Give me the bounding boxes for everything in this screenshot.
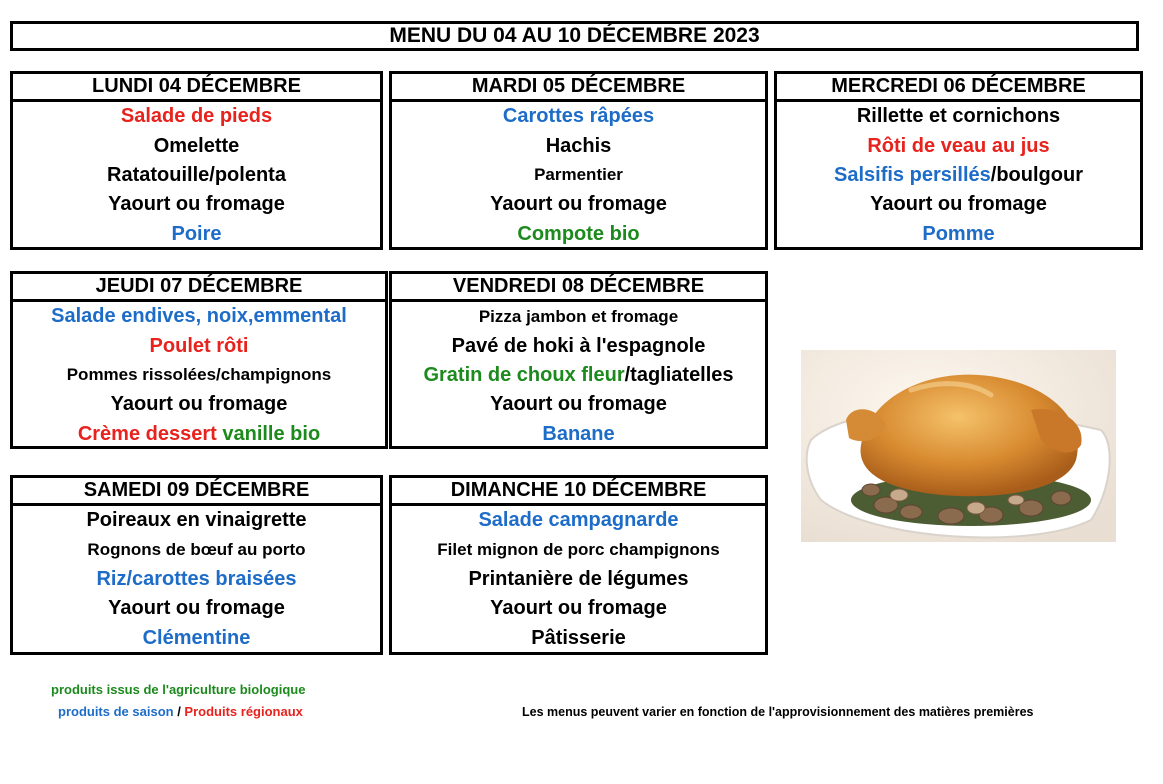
day-card-wednesday bbox=[774, 71, 1143, 250]
menu-item-text: Filet mignon de porc champignons bbox=[437, 540, 720, 560]
menu-item bbox=[13, 506, 380, 535]
menu-item bbox=[13, 420, 385, 449]
menu-item bbox=[392, 102, 765, 131]
legend-bio: produits issus de l'agriculture biologique bbox=[51, 682, 306, 697]
menu-item-text: Salade endives, noix,emmental bbox=[51, 305, 347, 328]
menu-item-text: Riz/carottes braisées bbox=[96, 567, 297, 590]
day-menu bbox=[777, 102, 1140, 249]
day-header: SAMEDI 09 DÉCEMBRE bbox=[13, 478, 380, 506]
menu-item-text: vanille bio bbox=[222, 422, 321, 445]
menu-item-text: Pomme bbox=[922, 222, 995, 245]
menu-item bbox=[777, 190, 1140, 219]
legend-saison: produits de saison bbox=[58, 704, 174, 719]
menu-item bbox=[392, 161, 765, 190]
day-menu bbox=[392, 506, 765, 653]
menu-item bbox=[392, 220, 765, 249]
menu-item-text: Yaourt ou fromage bbox=[490, 597, 667, 620]
menu-item-text: Omelette bbox=[153, 134, 240, 157]
menu-item-text: Ratatouille/polenta bbox=[107, 163, 286, 186]
menu-item-text: Carottes râpées bbox=[502, 105, 655, 128]
menu-item-text: Pâtisserie bbox=[531, 626, 626, 649]
menu-item bbox=[392, 302, 765, 331]
day-card-friday bbox=[389, 271, 768, 449]
menu-item-text: Compote bio bbox=[517, 222, 640, 245]
menu-item-text: Yaourt ou fromage bbox=[870, 193, 1047, 216]
day-header: LUNDI 04 DÉCEMBRE bbox=[13, 74, 380, 102]
menu-item-text: Yaourt ou fromage bbox=[108, 193, 285, 216]
menu-item-text: Poireaux en vinaigrette bbox=[86, 509, 307, 532]
menu-item bbox=[777, 102, 1140, 131]
menu-item-text: Hachis bbox=[545, 134, 612, 157]
menu-item bbox=[13, 102, 380, 131]
menu-item bbox=[392, 420, 765, 449]
day-menu bbox=[392, 302, 765, 449]
menu-item bbox=[13, 131, 380, 160]
legend-regionaux: Produits régionaux bbox=[184, 704, 303, 719]
menu-item bbox=[13, 390, 385, 419]
menu-item bbox=[13, 594, 380, 623]
day-menu bbox=[13, 302, 385, 449]
menu-item-text: Banane bbox=[542, 422, 615, 445]
menu-item bbox=[13, 220, 380, 249]
menu-item-text: /boulgour bbox=[990, 163, 1083, 186]
day-menu bbox=[392, 102, 765, 249]
menu-item-text: Yaourt ou fromage bbox=[108, 597, 285, 620]
menu-item bbox=[13, 535, 380, 564]
menu-item-text: Rognons de bœuf au porto bbox=[87, 540, 306, 560]
day-header: DIMANCHE 10 DÉCEMBRE bbox=[392, 478, 765, 506]
legend-separator: / bbox=[173, 704, 185, 719]
menu-item bbox=[392, 506, 765, 535]
menu-item bbox=[13, 161, 380, 190]
menu-item-text: Crème dessert bbox=[77, 422, 223, 445]
menu-item bbox=[392, 331, 765, 360]
menu-item bbox=[392, 535, 765, 564]
supply-note: Les menus peuvent varier en fonction de l'approvisionnement des matières premières bbox=[522, 705, 1034, 719]
day-header: MERCREDI 06 DÉCEMBRE bbox=[777, 74, 1140, 102]
menu-item bbox=[13, 190, 380, 219]
day-menu bbox=[13, 506, 380, 653]
menu-item bbox=[13, 361, 385, 390]
menu-item-text: Rillette et cornichons bbox=[856, 105, 1061, 128]
day-card-monday bbox=[10, 71, 383, 250]
menu-item bbox=[13, 565, 380, 594]
menu-item bbox=[13, 331, 385, 360]
day-card-saturday bbox=[10, 475, 383, 655]
day-header: VENDREDI 08 DÉCEMBRE bbox=[392, 274, 765, 302]
menu-item bbox=[13, 302, 385, 331]
menu-item-text: Gratin de choux fleur bbox=[423, 363, 625, 386]
menu-title: MENU DU 04 AU 10 DÉCEMBRE 2023 bbox=[10, 21, 1139, 51]
roast-chicken-photo bbox=[801, 350, 1116, 542]
menu-item-text: Printanière de légumes bbox=[468, 567, 689, 590]
menu-item-text: Clémentine bbox=[142, 626, 251, 649]
day-header: JEUDI 07 DÉCEMBRE bbox=[13, 274, 385, 302]
menu-item bbox=[777, 161, 1140, 190]
day-card-sunday bbox=[389, 475, 768, 655]
menu-item bbox=[777, 220, 1140, 249]
menu-item bbox=[392, 565, 765, 594]
menu-item-text: /tagliatelles bbox=[624, 363, 734, 386]
day-card-tuesday bbox=[389, 71, 768, 250]
day-menu bbox=[13, 102, 380, 249]
menu-item bbox=[777, 131, 1140, 160]
menu-item bbox=[392, 624, 765, 653]
menu-item bbox=[392, 131, 765, 160]
menu-item-text: Poulet rôti bbox=[149, 334, 249, 357]
menu-item-text: Rôti de veau au jus bbox=[867, 134, 1050, 157]
menu-item bbox=[392, 594, 765, 623]
menu-item-text: Salsifis persillés bbox=[834, 163, 991, 186]
menu-item-text: Yaourt ou fromage bbox=[110, 393, 288, 416]
day-header: MARDI 05 DÉCEMBRE bbox=[392, 74, 765, 102]
legend-saison-regionaux bbox=[58, 704, 303, 719]
menu-item bbox=[392, 390, 765, 419]
menu-item-text: Yaourt ou fromage bbox=[490, 393, 667, 416]
menu-item-text: Parmentier bbox=[534, 165, 623, 185]
menu-item-text: Pizza jambon et fromage bbox=[478, 306, 679, 326]
menu-item-text: Salade de pieds bbox=[120, 105, 273, 128]
menu-item bbox=[392, 190, 765, 219]
menu-item-text: Yaourt ou fromage bbox=[490, 193, 667, 216]
day-card-thursday bbox=[10, 271, 388, 449]
menu-item-text: Poire bbox=[171, 222, 222, 245]
menu-item-text: Salade campagnarde bbox=[478, 509, 679, 532]
menu-item bbox=[13, 624, 380, 653]
menu-item bbox=[392, 361, 765, 390]
menu-item-text: Pommes rissolées/champignons bbox=[66, 365, 332, 385]
menu-item-text: Pavé de hoki à l'espagnole bbox=[451, 334, 706, 357]
